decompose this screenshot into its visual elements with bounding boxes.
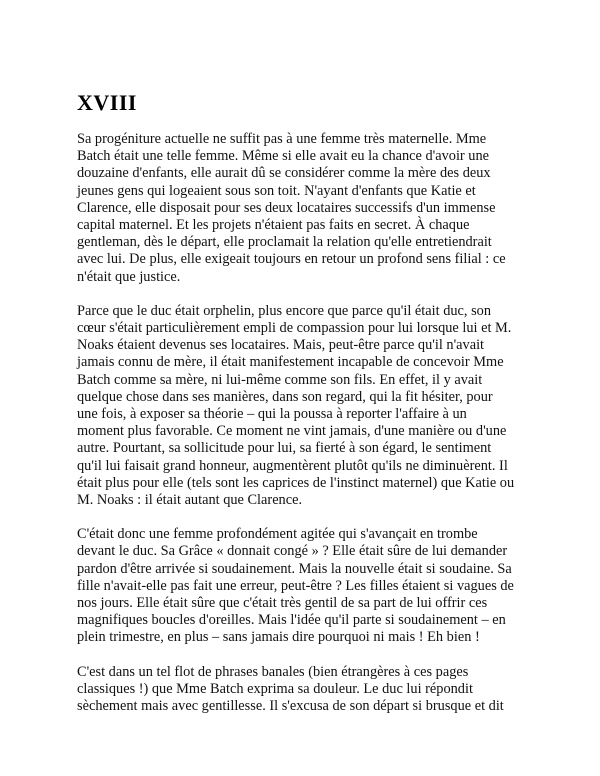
text-line: n'était que justice. <box>77 268 181 285</box>
text-line: autre. Pourtant, sa sollicitude pour lui, sa fierté à son égard, le sentiment <box>77 440 492 457</box>
text-line: moment plus favorable. Ce moment ne vint jamais, d'une manière ou d'une <box>77 423 507 440</box>
text-line: jeunes gens qui logeaient sous son toit. N'ayant d'enfants que Katie et <box>77 182 476 199</box>
text-line: pardon d'être arrivée si soudainement. Mais la nouvelle était si soudaine. Sa <box>77 560 512 577</box>
text-line: douzaine d'enfants, elle aurait dû se considérer comme la mère des deux <box>77 165 491 182</box>
paragraph <box>77 303 539 509</box>
text-line: classiques !) que Mme Batch exprima sa douleur. Le duc lui répondit <box>77 680 473 697</box>
text-line: Clarence, elle disposait pour ses deux locataires successifs d'un immense <box>77 199 496 216</box>
text-line: devant le duc. Sa Grâce « donnait congé » ? Elle était sûre de lui demander <box>77 543 508 560</box>
chapter-title: XVIII <box>77 90 137 115</box>
text-line: Noaks étaient devenus ses locataires. Mais, peut-être parce qu'il n'avait <box>77 337 485 354</box>
text-line: nos jours. Elle était sûre que c'était très gentil de sa part de lui offrir ces <box>77 595 488 612</box>
text-line: Batch comme sa mère, ni lui-même comme son fils. En effet, il y avait <box>77 371 483 388</box>
text-line: jamais connu de mère, il était manifestement incapable de concevoir Mme <box>77 354 504 371</box>
text-line: qu'il lui faisait grand honneur, augmentèrent plutôt qu'ils ne diminuèrent. Il <box>77 457 508 474</box>
text-line: C'était donc une femme profondément agitée qui s'avançait en trombe <box>77 526 478 543</box>
text-line: C'est dans un tel flot de phrases banales (bien étrangères à ces pages <box>77 663 469 680</box>
text-line: gentleman, dès le départ, elle proclamait la relation qu'elle entretiendrait <box>77 234 492 251</box>
text-line: fille n'avait-elle pas fait une erreur, peut-être ? Les filles étaient si vagues de <box>77 577 514 594</box>
text-line: Sa progéniture actuelle ne suffit pas à une femme très maternelle. Mme <box>77 131 487 147</box>
paragraph <box>77 526 539 646</box>
text-line: quelque chose dans ses manières, dans son regard, qui la fit hésiter, pour <box>77 388 493 405</box>
paragraph <box>77 131 539 286</box>
text-line: Parce que le duc était orphelin, plus encore que parce qu'il était duc, son <box>77 302 492 319</box>
text-line: sèchement mais avec gentillesse. Il s'excusa de son départ si brusque et dit <box>77 698 504 715</box>
text-line: capital maternel. Et les projets n'étaient pas faits en secret. À chaque <box>77 217 470 234</box>
text-line: avec lui. De plus, elle exigeait toujours en retour un profond sens filial : ce <box>77 251 506 268</box>
text-line: magnifiques boucles d'oreilles. Mais l'idée qu'il parte si soudainement – en <box>77 612 506 629</box>
text-line: était plus pour elle (tels sont les caprices de l'instinct maternel) que Katie ou <box>77 474 515 491</box>
text-line: cœur s'était particulièrement empli de compassion pour lui lorsque lui et M. <box>77 320 512 337</box>
text-line: M. Noaks : il était autant que Clarence. <box>77 492 303 509</box>
text-line: une fois, à exposer sa théorie – qui la poussa à reporter l'affaire à un <box>77 406 467 423</box>
text-line: plein trimestre, en plus – sans jamais dire pourquoi ni mais ! Eh bien ! <box>77 629 480 646</box>
text-line: Batch était une telle femme. Même si elle avait eu la chance d'avoir une <box>77 148 489 165</box>
chapter-body <box>77 131 539 732</box>
paragraph <box>77 664 539 716</box>
